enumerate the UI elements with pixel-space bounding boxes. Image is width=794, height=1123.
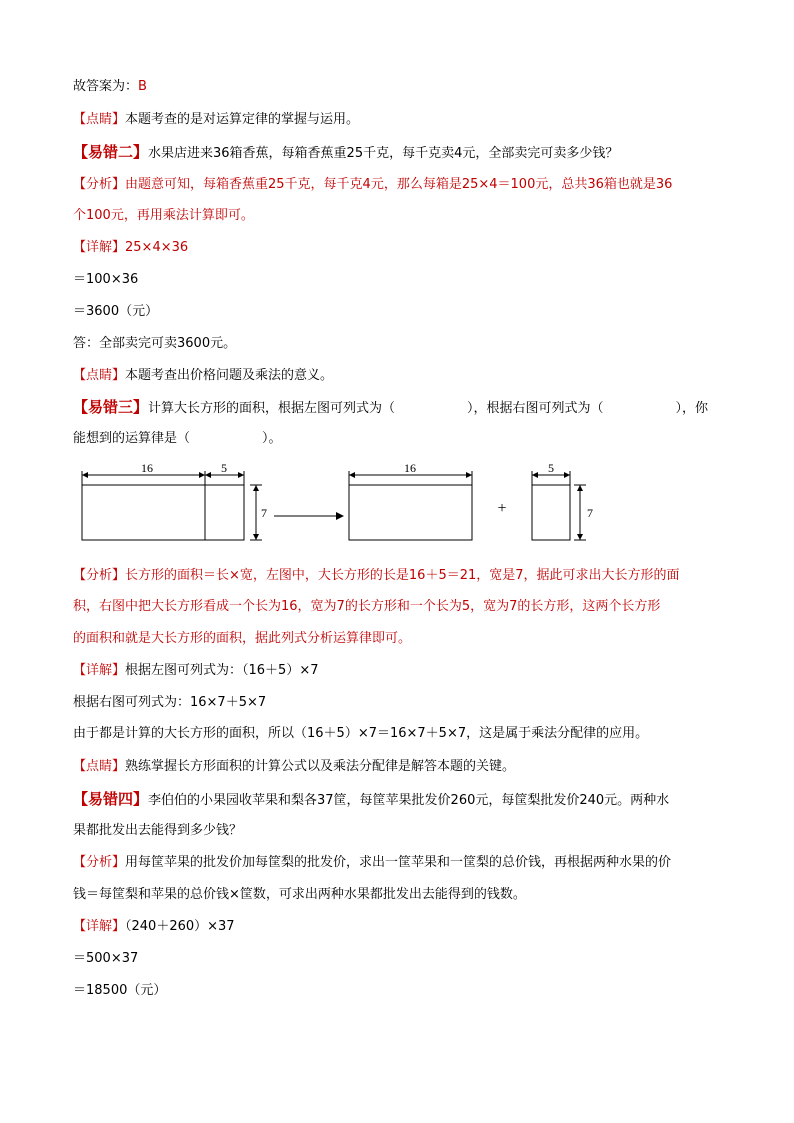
e4-analysis-1: 用每筐苹果的批发价加每筐梨的批发价，求出一筐苹果和一筐梨的总价钱，再根据两种水果的价 <box>125 855 672 870</box>
e2-analysis-tag: 【分析】 <box>73 177 126 192</box>
e3-analysis-tag: 【分析】 <box>73 568 126 583</box>
arrow-head-icon <box>336 512 344 520</box>
e4-detail-tag: 【详解】 <box>73 919 126 934</box>
label-7-right: 7 <box>587 506 593 520</box>
e3-tip-tag: 【点睛】 <box>73 759 126 774</box>
e2-tag: 【易错二】 <box>73 143 149 161</box>
e3-question-b: ），根据右图可列式为（ <box>467 401 604 416</box>
e3-analysis-line-3 <box>73 630 411 648</box>
e2-answer: 答：全部卖完可卖3600元。 <box>73 336 237 351</box>
e2-detail-line-2 <box>73 271 138 289</box>
e2-detail-1: 25×4×36 <box>125 240 189 255</box>
answer-prefix: 故答案为： <box>73 79 139 94</box>
label-16-left: 16 <box>141 461 153 475</box>
e4-tag: 【易错四】 <box>73 790 149 808</box>
answer-line <box>73 78 147 96</box>
e2-detail-3: ＝3600（元） <box>73 304 159 319</box>
e4-detail-3: ＝18500（元） <box>73 983 167 998</box>
e3-analysis-3: 的面积和就是大长方形的面积，据此列式分析运算律即可。 <box>73 631 412 646</box>
e2-detail-line-1 <box>73 239 188 257</box>
rectangle-figure <box>0 455 794 555</box>
answer-value: B <box>138 79 147 94</box>
e3-question-line-2 <box>73 430 282 448</box>
e2-detail-2: ＝100×36 <box>73 272 139 287</box>
label-16-mid: 16 <box>404 461 416 475</box>
tip-text: 本题考查的是对运算定律的掌握与运用。 <box>125 112 360 127</box>
e3-detail-1: 根据左图可列式为：（16＋5）×7 <box>125 663 319 678</box>
e2-tip-line <box>73 367 333 385</box>
e4-analysis-line-1 <box>73 854 671 872</box>
e4-detail-line-3 <box>73 982 166 1000</box>
e3-analysis-line-1 <box>73 567 680 585</box>
e4-question-1: 李伯伯的小果园收苹果和梨各37筐，每筐苹果批发价260元，每筐梨批发价240元。两种水 <box>148 793 670 808</box>
e2-detail-line-3 <box>73 303 158 321</box>
mid-rectangle <box>349 485 472 540</box>
e3-question-d: 能想到的运算律是（ <box>73 431 191 446</box>
e3-detail-line-1 <box>73 662 319 680</box>
e2-analysis-line-1 <box>73 176 672 194</box>
e3-tip-line <box>73 758 515 776</box>
e4-question-2: 果都批发出去能得到多少钱？ <box>73 823 243 838</box>
label-7-left: 7 <box>261 506 267 520</box>
e3-question-a: 计算大长方形的面积，根据左图可列式为（ <box>148 401 396 416</box>
e2-question-line <box>73 143 618 163</box>
right-rectangle <box>532 485 570 540</box>
e4-question-line-1 <box>73 790 669 810</box>
plus-sign: + <box>497 500 507 517</box>
e3-question-c: ），你 <box>675 401 709 416</box>
e2-answer-line <box>73 335 236 353</box>
e2-analysis-line-2 <box>73 207 254 225</box>
e4-detail-line-1 <box>73 918 235 936</box>
e2-detail-tag: 【详解】 <box>73 240 126 255</box>
e3-detail-3: 由于都是计算的大长方形的面积，所以（16＋5）×7＝16×7＋5×7，这是属于乘法分配律的应用。 <box>73 726 649 741</box>
e3-detail-line-3 <box>73 725 648 743</box>
e4-analysis-tag: 【分析】 <box>73 855 126 870</box>
e4-detail-line-2 <box>73 950 138 968</box>
e2-tip: 本题考查出价格问题及乘法的意义。 <box>125 368 334 383</box>
e4-analysis-line-2 <box>73 886 526 904</box>
e3-analysis-1: 长方形的面积＝长×宽，左图中，大长方形的长是16＋5＝21，宽是7，据此可求出大长方形的面 <box>125 568 680 583</box>
e2-tip-tag: 【点睛】 <box>73 368 126 383</box>
label-5-left: 5 <box>221 461 227 475</box>
e4-detail-1: （240＋260）×37 <box>125 919 235 934</box>
e4-analysis-2: 钱＝每筐梨和苹果的总价钱×筐数，可求出两种水果都批发出去能得到的钱数。 <box>73 887 526 902</box>
e2-analysis-1: 由题意可知，每箱香蕉重25千克，每千克4元，那么每箱是25×4＝100元，总共36箱也就是36 <box>125 177 673 192</box>
e4-question-line-2 <box>73 822 242 840</box>
e3-analysis-line-2 <box>73 598 660 616</box>
tip-tag: 【点睛】 <box>73 112 126 127</box>
e3-question-line-1 <box>73 398 708 418</box>
left-big-rectangle <box>82 485 244 540</box>
label-5-right: 5 <box>548 461 554 475</box>
e3-detail-tag: 【详解】 <box>73 663 126 678</box>
e3-question-e: ）。 <box>262 431 282 446</box>
e2-analysis-2: 个100元，再用乘法计算即可。 <box>73 208 254 223</box>
e3-detail-line-2 <box>73 694 266 712</box>
e3-tag: 【易错三】 <box>73 398 149 416</box>
e2-question: 水果店进来36箱香蕉，每箱香蕉重25千克，每千克卖4元，全部卖完可卖多少钱？ <box>148 146 619 161</box>
e3-detail-2: 根据右图可列式为：16×7＋5×7 <box>73 695 267 710</box>
e3-analysis-2: 积，右图中把大长方形看成一个长为16，宽为7的长方形和一个长为5，宽为7的长方形，这两个长方形 <box>73 599 661 614</box>
e3-tip: 熟练掌握长方形面积的计算公式以及乘法分配律是解答本题的关键。 <box>125 759 516 774</box>
tip-line-1 <box>73 111 359 129</box>
e4-detail-2: ＝500×37 <box>73 951 139 966</box>
